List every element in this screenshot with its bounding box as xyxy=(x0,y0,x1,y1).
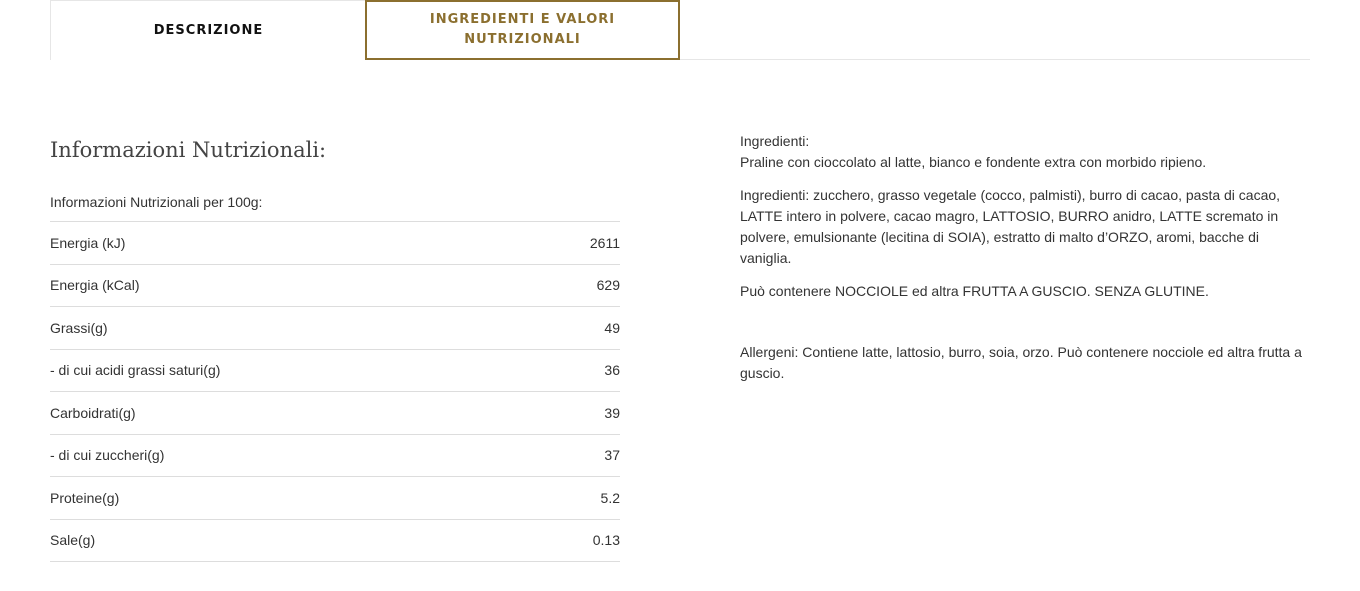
product-tabs xyxy=(50,0,1310,60)
nutrition-value: 2611 xyxy=(589,234,620,251)
nutrition-label: Carboidrati(g) xyxy=(50,404,136,421)
allergens-notice: Allergeni: Contiene latte, lattosio, burro, soia, orzo. Può contenere nocciole ed altra frutta a guscio. xyxy=(740,344,1302,382)
may-contain-notice: Può contenere NOCCIOLE ed altra FRUTTA A GUSCIO. SENZA GLUTINE. xyxy=(740,282,1209,299)
nutrition-label: - di cui zuccheri(g) xyxy=(50,447,165,464)
table-row xyxy=(50,477,620,520)
ingredients-intro xyxy=(740,131,1310,174)
nutrition-label: Proteine(g) xyxy=(50,489,120,506)
ingredients-list: Ingredienti: zucchero, grasso vegetale (cocco, palmisti), burro di cacao, pasta di cacao, LATTE intero in polvere, cacao magro, LATTOSIO, BURRO anidro, LATTE scremato in polvere, emulsionante (lecitina di SOIA), estratto di malto d’ORZO, aromi, bacche di vaniglia. xyxy=(740,186,1281,267)
nutrition-value: 0.13 xyxy=(592,532,620,549)
tab-ingredienti-label-line1: INGREDIENTI E VALORI xyxy=(429,12,616,27)
nutrition-label: Grassi(g) xyxy=(50,319,108,336)
ingredients-summary: Praline con cioccolato al latte, bianco e fondente extra con morbido ripieno. xyxy=(740,154,1207,171)
table-row xyxy=(50,392,620,435)
tab-descrizione[interactable] xyxy=(50,0,366,60)
table-row xyxy=(50,307,620,350)
nutrition-label: Energia (kCal) xyxy=(50,277,140,294)
nutrition-per-100g: Informazioni Nutrizionali per 100g: xyxy=(50,191,620,222)
nutrition-value: 39 xyxy=(604,404,620,421)
nutrition-value: 37 xyxy=(604,447,620,464)
ingredients-heading: Ingredienti: xyxy=(740,133,810,149)
nutrition-label: Sale(g) xyxy=(50,532,96,549)
nutrition-panel xyxy=(50,130,620,562)
ingredients-panel xyxy=(740,131,1310,396)
tab-ingredienti-label-line2: NUTRIZIONALI xyxy=(464,32,581,47)
nutrition-title: Informazioni Nutrizionali: xyxy=(50,138,327,162)
table-row xyxy=(50,222,620,265)
nutrition-value: 629 xyxy=(596,277,620,294)
nutrition-value: 5.2 xyxy=(600,489,620,506)
nutrition-table xyxy=(50,222,620,562)
table-row xyxy=(50,435,620,478)
nutrition-label: - di cui acidi grassi saturi(g) xyxy=(50,362,221,379)
nutrition-value: 36 xyxy=(604,362,620,379)
table-row xyxy=(50,520,620,563)
tab-ingredienti-valori-nutrizionali[interactable] xyxy=(365,0,680,60)
tab-ingredienti-label xyxy=(430,10,615,50)
table-row xyxy=(50,350,620,393)
nutrition-label: Energia (kJ) xyxy=(50,234,126,251)
nutrition-value: 49 xyxy=(604,319,620,336)
tab-descrizione-label: DESCRIZIONE xyxy=(153,22,264,38)
table-row xyxy=(50,265,620,308)
